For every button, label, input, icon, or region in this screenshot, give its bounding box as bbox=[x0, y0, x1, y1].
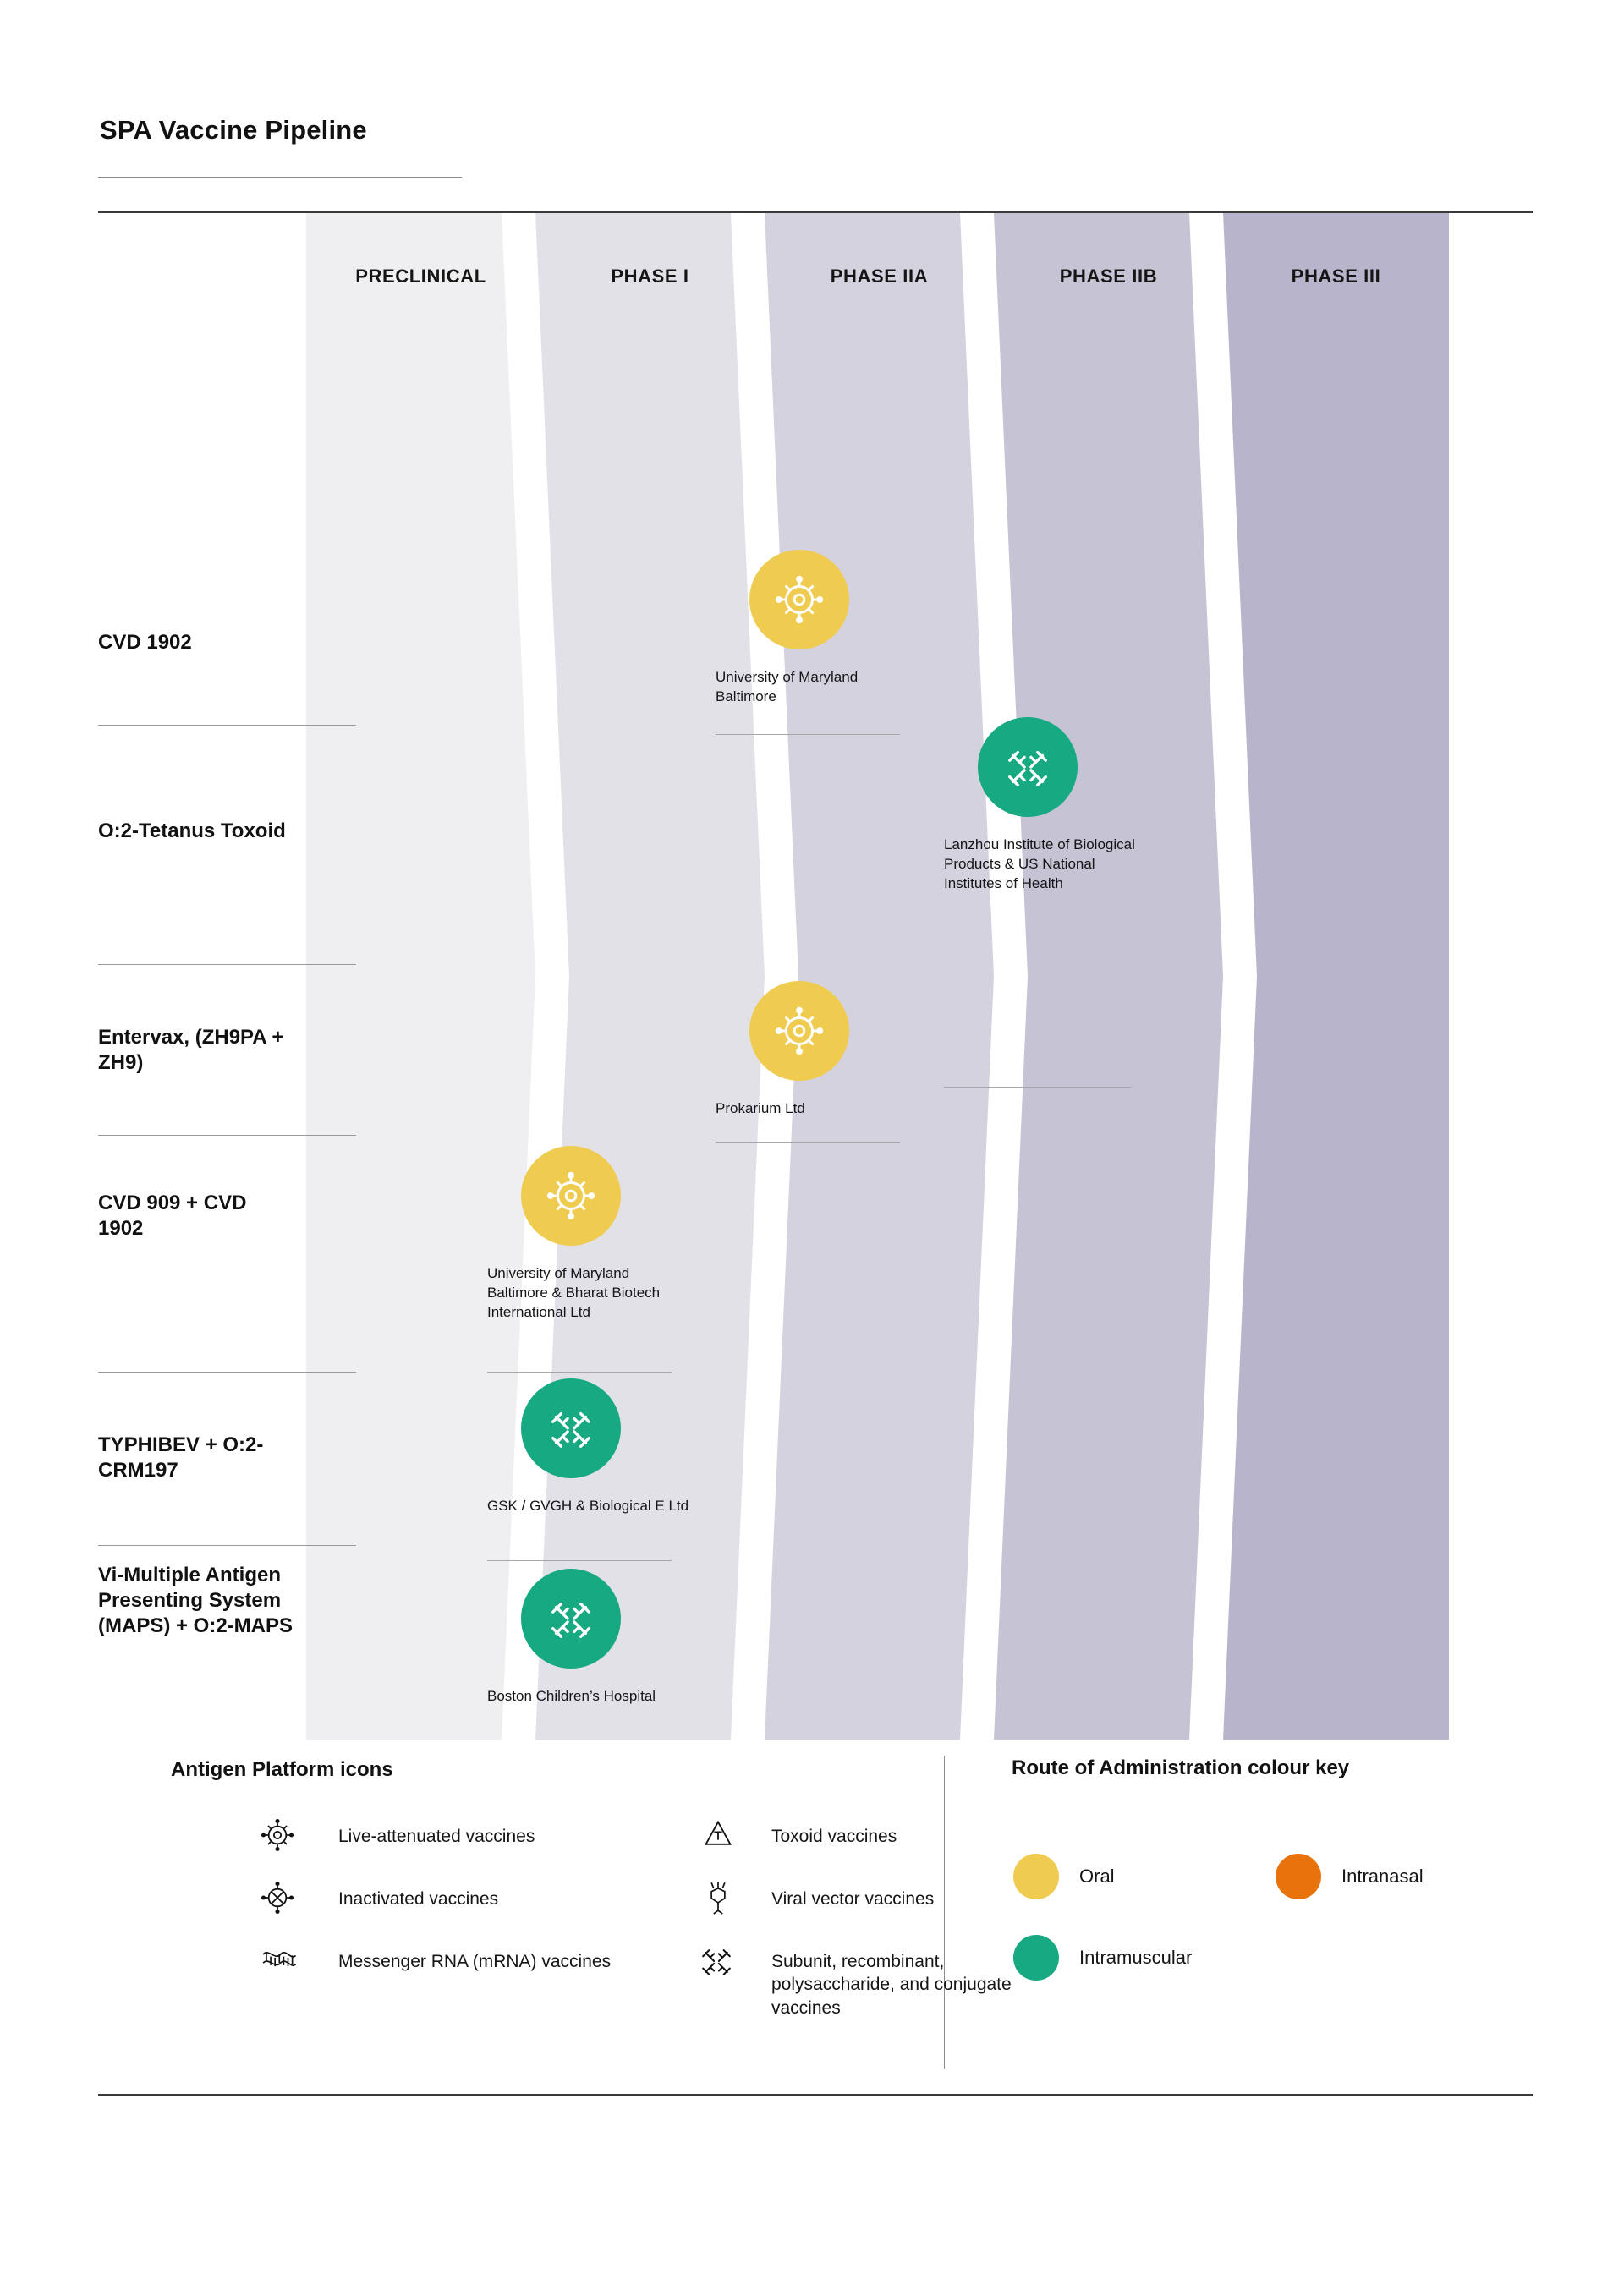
legend-label-inactivated: Inactivated vaccines bbox=[338, 1889, 499, 1909]
route-bubble-intramuscular bbox=[521, 1569, 621, 1669]
entry-caption: University of Maryland Baltimore bbox=[716, 669, 859, 704]
route-label-intranasal: Intranasal bbox=[1341, 1866, 1424, 1887]
row-label-entervax: Entervax, (ZH9PA + ZH9) bbox=[98, 1026, 284, 1074]
route-swatch-intramuscular bbox=[1013, 1935, 1059, 1981]
pipeline-chart bbox=[98, 211, 1533, 1740]
legend-label-viral-vector: Viral vector vaccines bbox=[771, 1889, 935, 1909]
legend-divider bbox=[944, 1756, 945, 2069]
live-attenuated-icon bbox=[773, 1005, 826, 1057]
row-label-typhibev-o2-crm197: TYPHIBEV + O:2-CRM197 bbox=[98, 1433, 264, 1482]
legend-label-live-attenuated: Live-attenuated vaccines bbox=[338, 1827, 535, 1846]
entry-caption-divider bbox=[716, 1142, 900, 1143]
entry-caption: University of Maryland Baltimore & Bharat Biotech International Ltd bbox=[487, 1265, 661, 1320]
legend-label-mrna: Messenger RNA (mRNA) vaccines bbox=[338, 1952, 612, 1971]
subunit-icon bbox=[545, 1592, 597, 1645]
legend-label-subunit: Subunit, recombinant, polysaccharide, and conjugate vaccines bbox=[771, 1952, 1012, 2018]
toxoid-icon bbox=[700, 1817, 736, 1856]
route-swatch-intranasal bbox=[1276, 1854, 1321, 1899]
entry-caption-divider bbox=[944, 1087, 1132, 1088]
phase-column-phase-iia bbox=[765, 213, 994, 1740]
route-bubble-oral bbox=[749, 981, 849, 1081]
entry-caption: Lanzhou Institute of Biological Products & US National Institutes of Health bbox=[944, 836, 1135, 891]
route-bubble-intramuscular bbox=[978, 717, 1078, 817]
live-attenuated-icon bbox=[773, 573, 826, 626]
row-divider bbox=[98, 1372, 356, 1373]
route-bubble-oral bbox=[521, 1146, 621, 1246]
legend-label-toxoid: Toxoid vaccines bbox=[771, 1827, 897, 1846]
route-label-oral: Oral bbox=[1079, 1866, 1115, 1887]
entry-caption: Boston Children’s Hospital bbox=[487, 1688, 656, 1704]
live-attenuated-icon bbox=[545, 1170, 597, 1222]
subunit-icon bbox=[545, 1402, 597, 1455]
route-swatch-oral bbox=[1013, 1854, 1059, 1899]
row-label-cvd-909-cvd-1902: CVD 909 + CVD 1902 bbox=[98, 1192, 247, 1240]
entry-caption-divider bbox=[487, 1372, 672, 1373]
subunit-icon bbox=[1001, 741, 1054, 793]
legend-bottom-divider bbox=[98, 2094, 1533, 2096]
live-attenuated-icon bbox=[259, 1817, 296, 1858]
inactivated-icon bbox=[259, 1879, 296, 1921]
route-bubble-oral bbox=[749, 550, 849, 649]
entry-caption-divider bbox=[487, 1560, 672, 1561]
viral-vector-icon bbox=[700, 1879, 736, 1921]
row-label-o2-tetanus-toxoid: O:2-Tetanus Toxoid bbox=[98, 819, 286, 842]
entry-caption: GSK / GVGH & Biological E Ltd bbox=[487, 1498, 689, 1514]
entry-caption: Prokarium Ltd bbox=[716, 1100, 805, 1116]
phase-band bbox=[994, 213, 1223, 1740]
phase-label-phase-iii: PHASE III bbox=[1291, 266, 1381, 287]
phase-column-phase-iii bbox=[1223, 213, 1449, 1740]
row-divider bbox=[98, 725, 356, 726]
row-label-vi-maps: Vi-Multiple Antigen Presenting System (MAPS) + O:2-MAPS bbox=[98, 1564, 294, 1637]
legend-title-route: Route of Administration colour key bbox=[1012, 1756, 1350, 1779]
row-label-cvd-1902: CVD 1902 bbox=[98, 631, 192, 654]
phase-label-phase-iia: PHASE IIA bbox=[830, 266, 929, 287]
route-label-intramuscular: Intramuscular bbox=[1079, 1947, 1193, 1968]
phase-label-phase-i: PHASE I bbox=[611, 266, 689, 287]
legend-title-platform: Antigen Platform icons bbox=[171, 1758, 393, 1781]
phase-band bbox=[1223, 213, 1449, 1740]
route-bubble-intramuscular bbox=[521, 1378, 621, 1478]
row-divider bbox=[98, 1545, 356, 1546]
mrna-icon bbox=[259, 1945, 298, 1983]
entry-caption-divider bbox=[716, 734, 900, 735]
page-title: SPA Vaccine Pipeline bbox=[100, 115, 367, 145]
phase-label-phase-iib: PHASE IIB bbox=[1059, 266, 1158, 287]
title-divider bbox=[98, 177, 462, 178]
subunit-icon bbox=[697, 1942, 736, 1985]
legend bbox=[98, 1740, 1533, 2104]
phase-band bbox=[765, 213, 994, 1740]
row-divider bbox=[98, 1135, 356, 1136]
phase-column-phase-iib bbox=[994, 213, 1223, 1740]
row-divider bbox=[98, 964, 356, 965]
phase-label-preclinical: PRECLINICAL bbox=[355, 266, 486, 287]
